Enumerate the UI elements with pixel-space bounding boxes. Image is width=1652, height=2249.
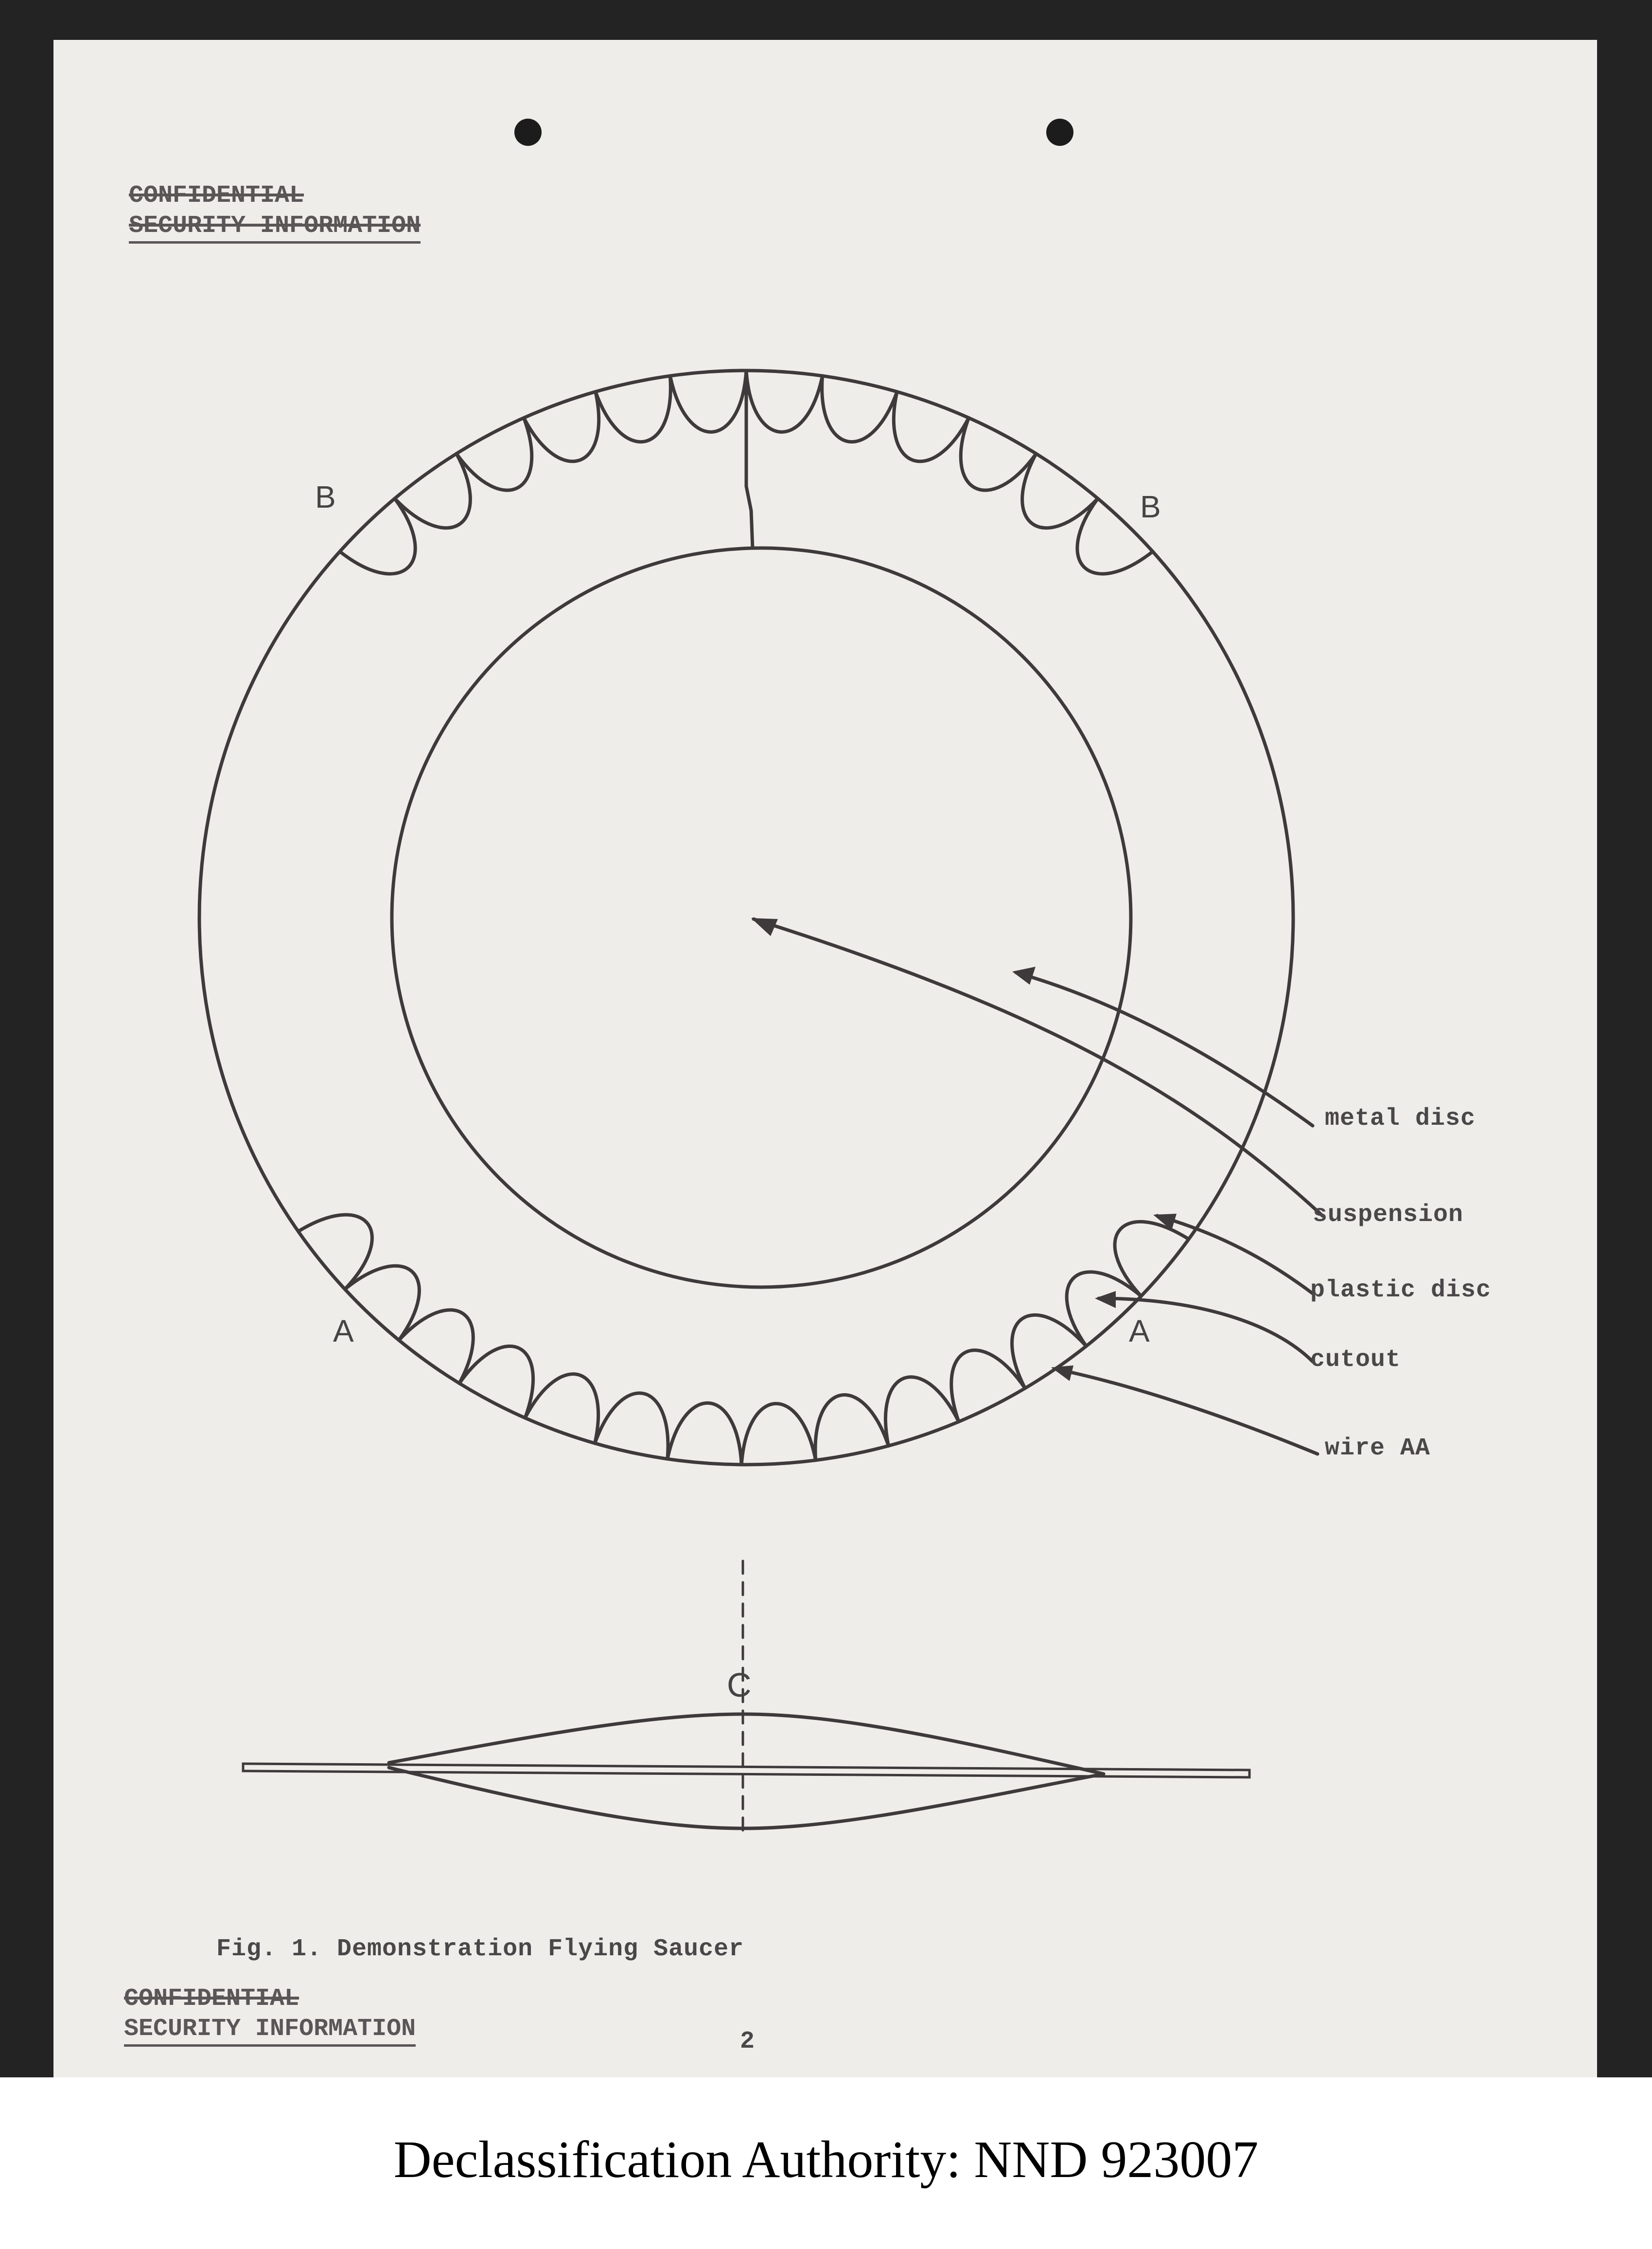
callout-wire-aa: wire AA (1325, 1434, 1431, 1462)
stamp-bottom-line2: SECURITY INFORMATION (124, 2014, 416, 2047)
callout-suspension: suspension (1313, 1201, 1464, 1229)
leader-wire-aa (1055, 1369, 1318, 1454)
cutout-scallop (340, 498, 415, 574)
classification-stamp-top (129, 181, 421, 244)
cutout-scallop (746, 371, 823, 432)
callout-cutout: cutout (1310, 1346, 1401, 1374)
cutout-scallop (668, 1403, 741, 1465)
cutout-scallop (670, 371, 746, 432)
arrowhead-cutout (1095, 1291, 1116, 1308)
page-number: 2 (740, 2028, 756, 2055)
cutout-scallop (595, 1393, 668, 1459)
label-b-left: B (315, 479, 336, 514)
leader-metal-disc (1016, 973, 1313, 1126)
figure-caption: Fig. 1. Demonstration Flying Saucer (216, 1935, 744, 1963)
stamp-top-line1: CONFIDENTIAL (129, 182, 304, 210)
stamp-top-line2: SECURITY INFORMATION (129, 211, 421, 244)
arrowhead-metal-disc (1012, 967, 1036, 985)
leader-suspension (754, 919, 1322, 1216)
bottom-cutouts (299, 1215, 1189, 1465)
label-b-right: B (1140, 489, 1161, 524)
punch-hole-left (514, 119, 542, 146)
callout-plastic-disc: plastic disc (1310, 1276, 1492, 1304)
label-centerline: C (727, 1666, 752, 1704)
callout-metal-disc: metal disc (1325, 1105, 1476, 1133)
inner-metal-disc (392, 548, 1131, 1287)
arrowhead-wire-aa (1051, 1365, 1073, 1381)
label-a-left: A (333, 1313, 354, 1348)
classification-stamp-bottom (124, 1984, 416, 2047)
stamp-bottom-line1: CONFIDENTIAL (124, 1985, 299, 2013)
declassification-authority: Declassification Authority: NND 923007 (393, 2131, 1259, 2189)
cutout-scallop (596, 376, 670, 442)
cutout-scallop (822, 376, 897, 442)
label-a-right: A (1129, 1313, 1150, 1348)
punch-hole-right (1046, 119, 1073, 146)
cutout-scallop (815, 1395, 888, 1460)
archive-footer (0, 2077, 1652, 2249)
leader-plastic-disc (1157, 1216, 1313, 1293)
cutout-scallop (741, 1403, 816, 1465)
arrowhead-suspension (751, 918, 778, 936)
